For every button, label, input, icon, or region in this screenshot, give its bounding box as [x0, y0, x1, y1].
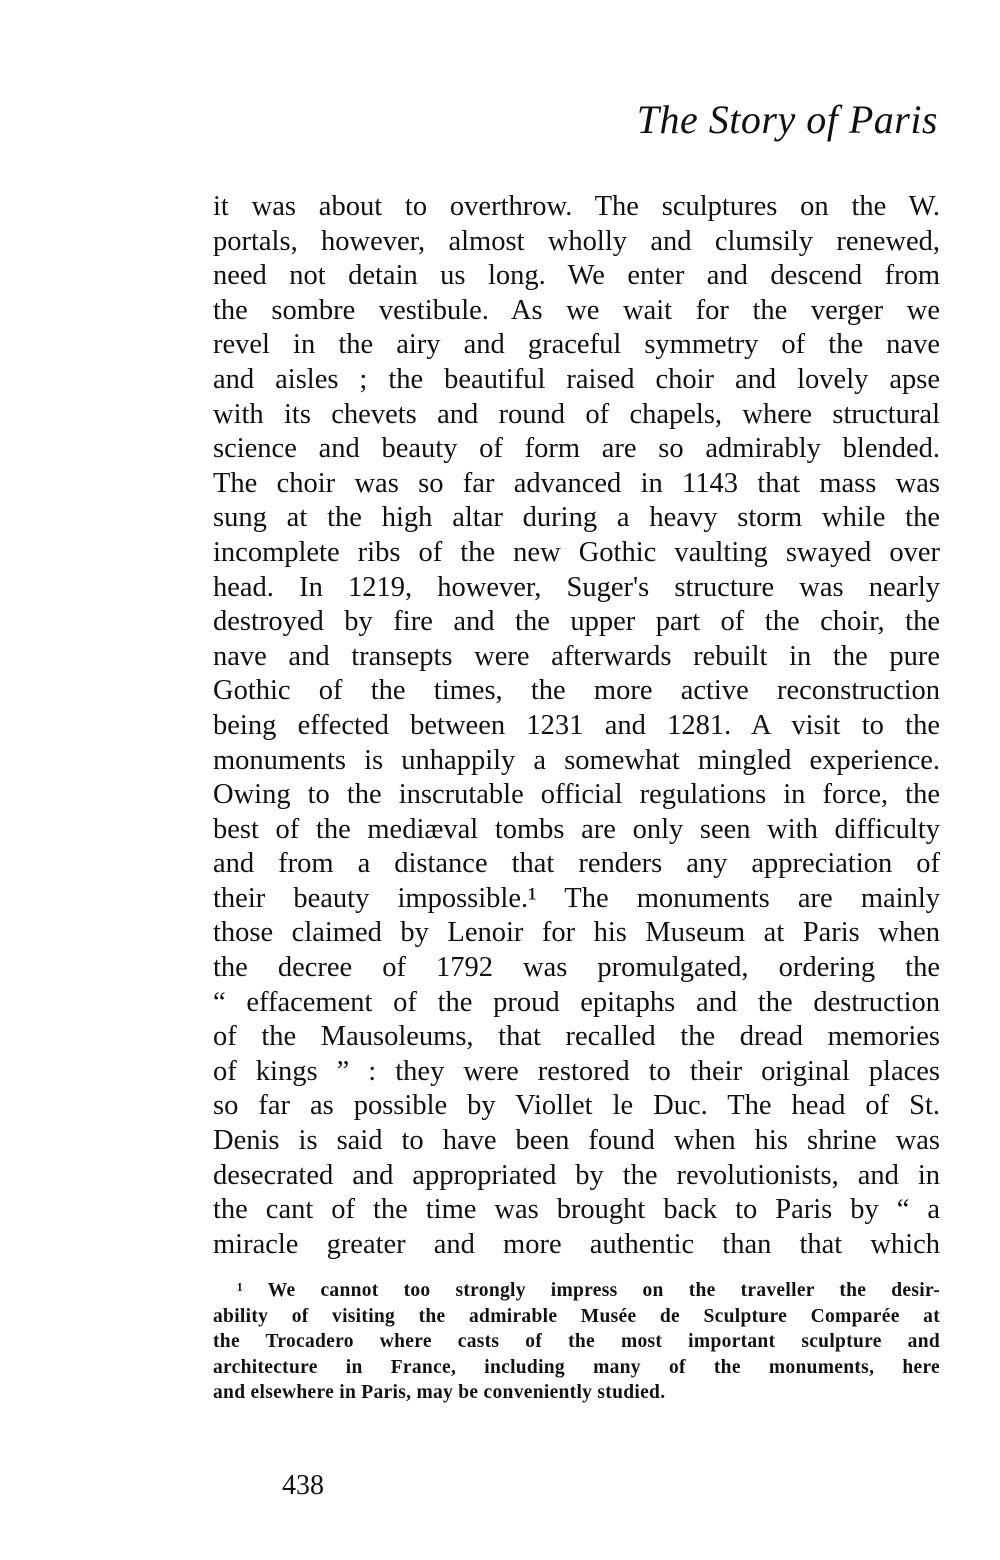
body-line: those claimed by Lenoir for his Museum at Paris when	[213, 917, 940, 949]
body-line: miracle greater and more authentic than that which	[213, 1228, 940, 1260]
body-line: with its chevets and round of chapels, where structural	[213, 398, 940, 430]
body-line: The choir was so far advanced in 1143 that mass was	[213, 467, 940, 499]
body-line: desecrated and appropriated by the revolutionists, and in	[213, 1159, 940, 1191]
body-line: sung at the high altar during a heavy storm while the	[213, 502, 940, 534]
body-line: it was about to overthrow. The sculptures on the W.	[213, 191, 940, 222]
body-line: “ effacement of the proud epitaphs and the destruction	[213, 986, 940, 1018]
body-line: the decree of 1792 was promulgated, ordering the	[213, 952, 940, 984]
body-line: Owing to the inscrutable official regulations in force, the	[213, 779, 940, 811]
body-line: the cant of the time was brought back to Paris by “ a	[213, 1194, 940, 1226]
body-line: of kings ” : they were restored to their original places	[213, 1055, 940, 1087]
footnote-line: the Trocadero where casts of the most important sculpture and	[213, 1331, 940, 1353]
running-title: The Story of Paris	[636, 97, 938, 142]
body-line: incomplete ribs of the new Gothic vaulting swayed over	[213, 536, 940, 568]
body-line: being effected between 1231 and 1281. A visit to the	[213, 709, 940, 741]
body-line: destroyed by fire and the upper part of the choir, the	[213, 606, 940, 638]
body-line: portals, however, almost wholly and clumsily renewed,	[213, 225, 940, 257]
body-line: their beauty impossible.¹ The monuments are mainly	[213, 882, 940, 914]
body-line: revel in the airy and graceful symmetry of the nave	[213, 329, 940, 361]
body-line: and from a distance that renders any appreciation of	[213, 848, 940, 880]
body-line: nave and transepts were afterwards rebuilt in the pure	[213, 640, 940, 672]
body-line: science and beauty of form are so admirably blended.	[213, 433, 940, 465]
footnote-line: ability of visiting the admirable Musée de Sculpture Comparée at	[213, 1305, 940, 1327]
body-line: best of the mediæval tombs are only seen with difficulty	[213, 813, 940, 845]
body-line: and aisles ; the beautiful raised choir and lovely apse	[213, 363, 940, 395]
body-line: Gothic of the times, the more active reconstruction	[213, 675, 940, 707]
body-line: the sombre vestibule. As we wait for the verger we	[213, 294, 940, 326]
body-line: of the Mausoleums, that recalled the dread memories	[213, 1021, 940, 1053]
body-line: need not detain us long. We enter and descend from	[213, 260, 940, 292]
body-line: so far as possible by Viollet le Duc. The head of St.	[213, 1090, 940, 1122]
body-text	[213, 190, 940, 1262]
footnote	[213, 1278, 940, 1406]
footnote-line: and elsewhere in Paris, may be conveniently studied.	[213, 1382, 666, 1404]
footnote-line: ¹ We cannot too strongly impress on the traveller the desir-	[237, 1280, 940, 1301]
footnote-line: architecture in France, including many of the monuments, here	[213, 1356, 940, 1378]
body-line: monuments is unhappily a somewhat mingled experience.	[213, 744, 940, 776]
body-line: Denis is said to have been found when his shrine was	[213, 1125, 940, 1157]
body-line: head. In 1219, however, Suger's structure was nearly	[213, 571, 940, 603]
page-number: 438	[282, 1470, 324, 1501]
